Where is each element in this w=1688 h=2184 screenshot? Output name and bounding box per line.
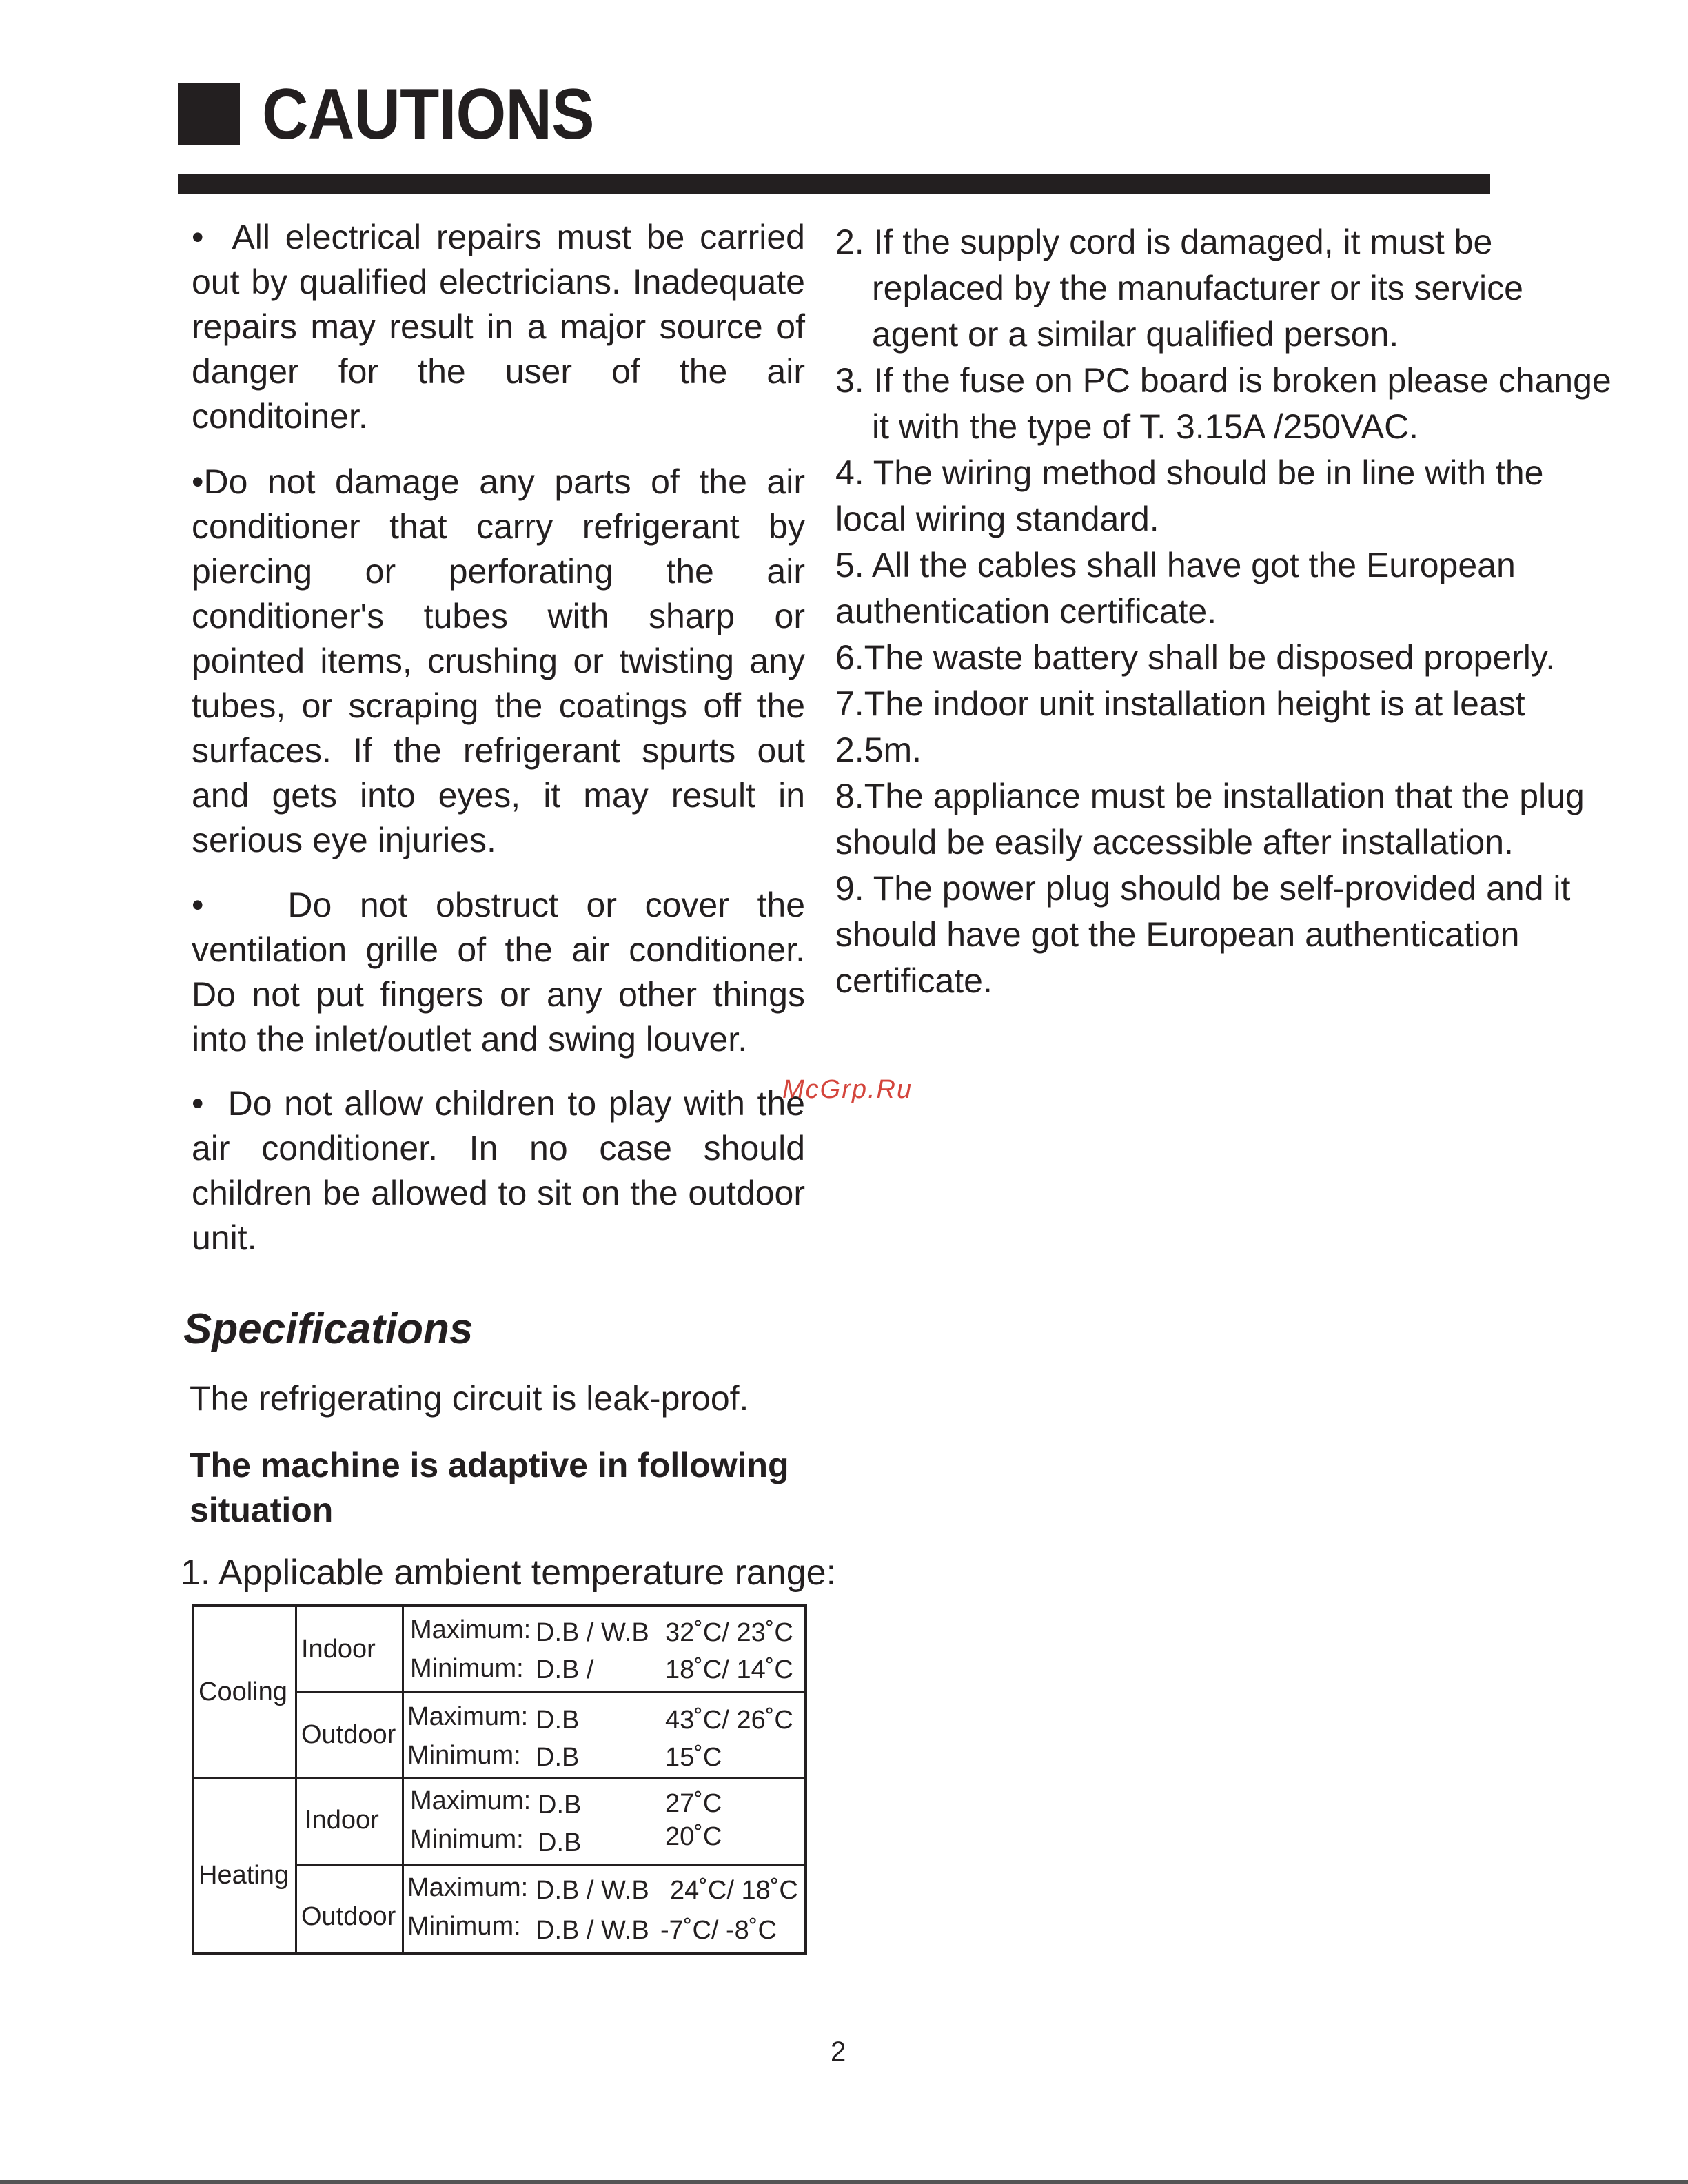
- caution-bullet-2: [192, 460, 805, 863]
- row-type: D.B: [538, 1790, 582, 1819]
- title-square-icon: [178, 83, 240, 145]
- row-value: 43˚C/ 26˚C: [665, 1706, 793, 1735]
- caution-bullet-4: [192, 1081, 805, 1261]
- list-item: 4. The wiring method should be in line with the local wiring standard.: [835, 453, 1544, 538]
- list-item: 2. If the supply cord is damaged, it must be replaced by the manufacturer or its service agent or a similar qualified person.: [835, 223, 1523, 354]
- bullet-text: Do not obstruct or cover the ventilation grille of the air conditioner. Do not put fingers or any other things into the inlet/outlet and swing louver.: [192, 886, 806, 1059]
- row-type: D.B / W.B: [536, 1876, 649, 1905]
- temperature-table: [192, 1604, 807, 1955]
- table-divider: [295, 1864, 805, 1866]
- row-label: Maximum:: [410, 1786, 531, 1815]
- adaptive-heading: The machine is adaptive in following situation: [190, 1446, 789, 1529]
- list-item: 6.The waste battery shall be disposed properly.: [835, 638, 1556, 677]
- list-item: 9. The power plug should be self-provided and it should have got the European authentication certificate.: [835, 869, 1571, 1000]
- row-type: D.B /: [536, 1655, 594, 1684]
- bottom-edge: [0, 2180, 1688, 2184]
- row-label: Minimum:: [407, 1912, 521, 1941]
- table-divider: [295, 1607, 297, 1952]
- title-rule: [178, 174, 1490, 194]
- row-value: 27˚C: [665, 1789, 722, 1818]
- caution-bullet-3: [192, 883, 805, 1062]
- bullet-text: All electrical repairs must be carried out by qualified electricians. Inadequate repairs may result in a major source of danger for the user of the air conditoiner.: [192, 218, 805, 436]
- row-value: 15˚C: [665, 1743, 722, 1772]
- caution-bullet-1: [192, 215, 805, 439]
- section-title: Specifications: [183, 1305, 474, 1353]
- location-label: Outdoor: [301, 1720, 396, 1749]
- bullet-icon: •: [192, 218, 204, 256]
- list-item: 5. All the cables shall have got the European authentication certificate.: [835, 546, 1516, 631]
- list-item: 7.The indoor unit installation height is at least 2.5m.: [835, 684, 1525, 769]
- page-title: CAUTIONS: [262, 74, 594, 154]
- spec-text: The refrigerating circuit is leak-proof.: [190, 1379, 749, 1418]
- row-type: D.B: [536, 1706, 580, 1735]
- row-value: 32˚C/ 23˚C: [665, 1618, 793, 1647]
- table-divider: [194, 1777, 805, 1779]
- location-label: Indoor: [301, 1635, 376, 1664]
- row-value: 24˚C/ 18˚C: [670, 1876, 798, 1905]
- row-label: Maximum:: [407, 1873, 529, 1902]
- location-label: Outdoor: [301, 1902, 396, 1931]
- row-value: -7˚C/ -8˚C: [660, 1916, 777, 1945]
- range-title: 1. Applicable ambient temperature range:: [181, 1553, 837, 1593]
- row-value: 18˚C/ 14˚C: [665, 1655, 793, 1684]
- location-label: Indoor: [305, 1806, 379, 1835]
- mode-cooling: Cooling: [199, 1677, 287, 1706]
- bullet-icon: •: [192, 462, 204, 501]
- bullet-icon: •: [192, 1084, 204, 1123]
- list-item: 8.The appliance must be installation that the plug should be easily accessible after installation.: [835, 777, 1585, 861]
- table-divider: [402, 1607, 404, 1952]
- numbered-cautions: [835, 219, 1614, 1004]
- row-type: D.B: [536, 1743, 580, 1772]
- row-label: Minimum:: [410, 1825, 524, 1854]
- row-type: D.B: [538, 1828, 582, 1857]
- row-type: D.B / W.B: [536, 1916, 649, 1945]
- mode-heating: Heating: [199, 1861, 289, 1890]
- bullet-text: Do not allow children to play with the air conditioner. In no case should children be allowed to sit on the outdoor unit.: [192, 1084, 805, 1257]
- page-number: 2: [831, 2037, 846, 2067]
- row-value: 20˚C: [665, 1822, 722, 1851]
- row-label: Maximum:: [410, 1615, 531, 1644]
- row-label: Minimum:: [410, 1654, 524, 1683]
- row-label: Minimum:: [407, 1741, 521, 1770]
- table-divider: [295, 1691, 805, 1693]
- list-item: 3. If the fuse on PC board is broken please change it with the type of T. 3.15A /250VAC.: [835, 361, 1611, 446]
- bullet-icon: •: [192, 886, 204, 924]
- bullet-text: Do not damage any parts of the air conditioner that carry refrigerant by piercing or perforating the air conditioner's tubes with sharp or pointed items, crushing or twisting any tubes, or scraping the coatings off the surfaces. If the refrigerant spurts out and gets into eyes, it may result in serious eye injuries.: [192, 462, 805, 859]
- watermark: McGrp.Ru: [782, 1075, 913, 1104]
- row-type: D.B / W.B: [536, 1618, 649, 1647]
- row-label: Maximum:: [407, 1702, 529, 1731]
